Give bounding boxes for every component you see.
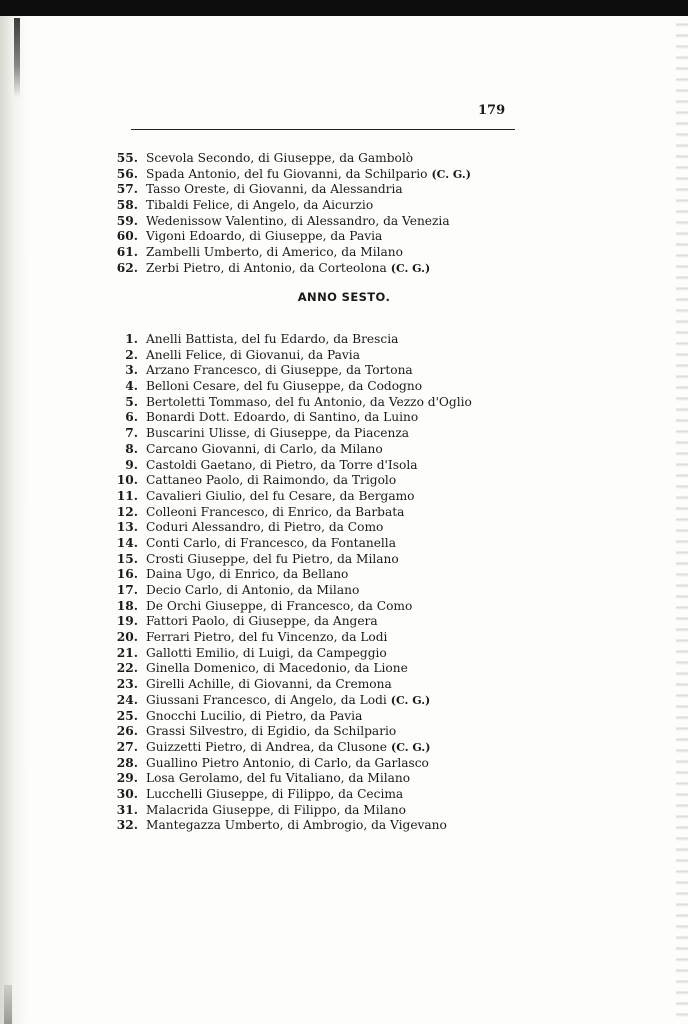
list-item [100,771,472,787]
list-item [100,787,472,803]
entry-text: Mantegazza Umberto, di Ambrogio, da Vigevano [146,818,447,833]
entry-text: Lucchelli Giuseppe, di Filippo, da Cecima [146,786,404,801]
list-item [100,583,472,599]
entry-text: Giussani Francesco, di Angelo, da Lodi [146,692,387,707]
entry-text: Guallino Pietro Antonio, di Carlo, da Garlasco [146,755,429,770]
entry-number: 19. [116,614,138,629]
entry-list-anno-sesto [100,332,472,834]
entry-note: (C. G.) [390,693,431,707]
entry-text: Girelli Achille, di Giovanni, da Cremona [146,677,392,692]
entry-number: 15. [116,551,138,566]
scan-binding-mark [14,18,20,98]
entry-number: 4. [125,379,138,394]
entry-text: Cavalieri Giulio, del fu Cesare, da Bergamo [146,488,415,503]
entry-text: Gnocchi Lucilio, di Pietro, da Pavia [146,708,363,723]
entry-number: 6. [125,410,138,425]
list-item [100,182,471,198]
list-item [100,552,472,568]
entry-text: Cattaneo Paolo, di Raimondo, da Trigolo [146,473,397,488]
entry-note: (C. G.) [390,261,431,275]
entry-text: Fattori Paolo, di Giuseppe, da Angera [146,614,378,629]
list-item [100,410,472,426]
entry-number: 27. [116,739,138,754]
entry-number: 1. [125,332,138,346]
entry-text: Arzano Francesco, di Giuseppe, da Tortona [146,363,413,378]
entry-number: 16. [116,567,138,582]
entry-text: Ferrari Pietro, del fu Vincenzo, da Lodi [146,630,388,645]
entry-number: 30. [116,786,138,801]
entry-number: 24. [116,692,138,707]
list-item [100,198,471,214]
entry-text: Carcano Giovanni, di Carlo, da Milano [146,441,383,456]
entry-number: 5. [125,394,138,409]
entry-number: 62. [116,260,138,275]
list-item [100,245,471,261]
entry-number: 3. [125,363,138,378]
entry-number: 2. [125,347,138,362]
entry-number: 58. [116,198,138,213]
entry-text: Tasso Oreste, di Giovanni, da Alessandria [146,182,403,197]
entry-text: Daina Ugo, di Enrico, da Bellano [146,567,349,582]
list-item [100,567,472,583]
list-item [100,348,472,364]
entry-number: 14. [116,535,138,550]
entry-text: Bertoletti Tommaso, del fu Antonio, da Vezzo d'Oglio [146,394,472,409]
scan-binding-edge [0,16,30,1024]
entry-list-previous-year [100,151,471,277]
scan-binding-foot [4,985,12,1024]
entry-number: 12. [116,504,138,519]
entry-text: Colleoni Francesco, di Enrico, da Barbata [146,504,405,519]
entry-number: 55. [116,151,138,165]
header-rule [131,129,515,130]
list-item [100,261,471,277]
entry-text: Grassi Silvestro, di Egidio, da Schilpario [146,724,397,739]
entry-number: 20. [116,630,138,645]
entry-text: Zerbi Pietro, di Antonio, da Corteolona [146,260,387,275]
entry-number: 32. [116,818,138,833]
entry-text: Tibaldi Felice, di Angelo, da Aicurzio [146,198,374,213]
entry-text: De Orchi Giuseppe, di Francesco, da Como [146,598,413,613]
entry-note: (C. G.) [390,740,431,754]
list-item [100,167,471,183]
entry-text: Decio Carlo, di Antonio, da Milano [146,583,360,597]
entry-text: Malacrida Giuseppe, di Filippo, da Milano [146,802,406,817]
list-item [100,661,472,677]
entry-text: Crosti Giuseppe, del fu Pietro, da Milano [146,551,399,566]
list-item [100,709,472,725]
entry-number: 25. [116,708,138,723]
entry-number: 23. [116,677,138,692]
entry-text: Belloni Cesare, del fu Giuseppe, da Codogno [146,379,423,394]
entry-text: Anelli Felice, di Giovanui, da Pavia [146,347,360,362]
entry-number: 13. [116,520,138,535]
scan-top-border [0,0,688,16]
list-item [100,630,472,646]
list-item [100,473,472,489]
list-item [100,614,472,630]
list-item [100,379,472,395]
list-item [100,442,472,458]
list-item [100,489,472,505]
list-item [100,229,471,245]
entry-number: 56. [116,166,138,181]
page-number: 179 [478,103,506,118]
section-title: ANNO SESTO. [297,290,391,304]
list-item [100,520,472,536]
entry-text: Spada Antonio, del fu Giovanni, da Schilpario [146,166,428,181]
list-item [100,646,472,662]
entry-number: 60. [116,229,138,244]
entry-number: 8. [125,441,138,456]
entry-number: 17. [116,583,138,597]
entry-text: Bonardi Dott. Edoardo, di Santino, da Luino [146,410,419,425]
entry-text: Ginella Domenico, di Macedonio, da Lione [146,661,408,676]
entry-text: Scevola Secondo, di Giuseppe, da Gambolò [146,151,414,165]
entry-number: 59. [116,213,138,228]
list-item [100,151,471,167]
list-item [100,693,472,709]
list-item [100,505,472,521]
list-item [100,426,472,442]
entry-text: Wedenissow Valentino, di Alessandro, da Venezia [146,213,450,228]
scan-page-edge [676,16,688,1024]
entry-text: Guizzetti Pietro, di Andrea, da Clusone [146,739,387,754]
entry-text: Castoldi Gaetano, di Pietro, da Torre d'Isola [146,457,418,472]
list-item [100,214,471,230]
entry-number: 26. [116,724,138,739]
list-item [100,818,472,834]
entry-number: 9. [125,457,138,472]
entry-number: 18. [116,598,138,613]
entry-number: 11. [116,488,138,503]
entry-number: 10. [116,473,138,488]
list-item [100,740,472,756]
entry-number: 21. [116,645,138,660]
list-item [100,332,472,348]
entry-number: 29. [116,771,138,786]
list-item [100,677,472,693]
entry-number: 7. [125,426,138,441]
list-item [100,724,472,740]
entry-text: Anelli Battista, del fu Edardo, da Brescia [146,332,399,346]
entry-note: (C. G.) [431,167,471,181]
entry-number: 28. [116,755,138,770]
list-item [100,395,472,411]
entry-text: Gallotti Emilio, di Luigi, da Campeggio [146,645,387,660]
list-item [100,363,472,379]
list-item [100,536,472,552]
entry-text: Buscarini Ulisse, di Giuseppe, da Piacenza [146,426,410,441]
entry-text: Coduri Alessandro, di Pietro, da Como [146,520,384,535]
entry-text: Zambelli Umberto, di Americo, da Milano [146,245,403,260]
entry-text: Conti Carlo, di Francesco, da Fontanella [146,535,396,550]
list-item [100,458,472,474]
entry-number: 61. [116,245,138,260]
entry-number: 57. [116,182,138,197]
entry-text: Vigoni Edoardo, di Giuseppe, da Pavia [146,229,383,244]
entry-text: Losa Gerolamo, del fu Vitaliano, da Milano [146,771,411,786]
list-item [100,756,472,772]
list-item [100,803,472,819]
entry-number: 22. [116,661,138,676]
entry-number: 31. [116,802,138,817]
list-item [100,599,472,615]
